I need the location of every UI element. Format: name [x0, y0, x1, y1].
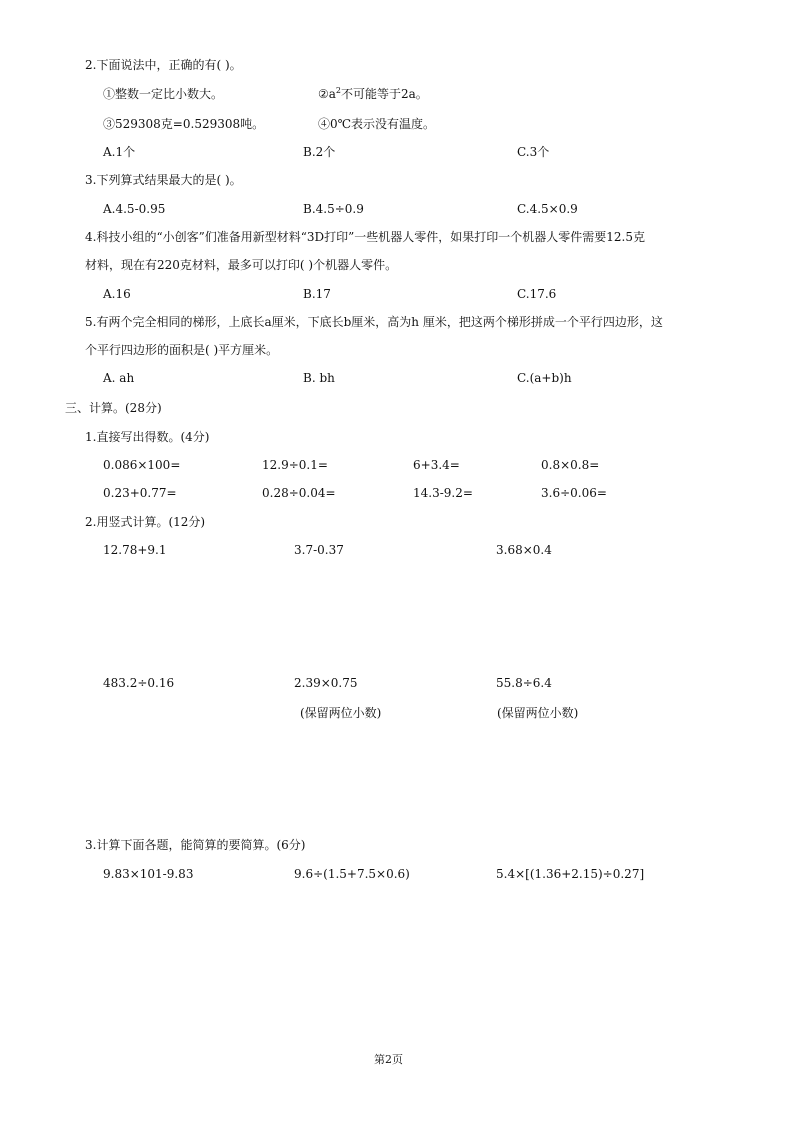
part-2-title: 2.用竖式计算。(12分)	[85, 515, 206, 529]
part-1-title: 1.直接写出得数。(4分)	[85, 430, 210, 444]
q2-statement-2: $②a^2$不可能等于2a。	[318, 86, 428, 101]
q2-statement-4: ④0℃表示没有温度。	[318, 117, 436, 131]
simplify-calc-item: 9.83×101-9.83	[103, 867, 194, 881]
mental-math-item: 0.8×0.8=	[541, 458, 600, 472]
q4-option-b: B.17	[303, 287, 331, 301]
simplify-calc-item: 9.6÷(1.5+7.5×0.6)	[294, 867, 410, 881]
section-3-heading: 三、计算。(28分)	[65, 401, 162, 415]
q3-stem: 3.下列算式结果最大的是( )。	[85, 173, 242, 187]
q5-option-a: A. ah	[103, 371, 135, 385]
q5-stem-line-1: 5.有两个完全相同的梯形，上底长a厘米，下底长b厘米，高为h 厘米，把这两个梯形拼成一个平行四边形，这	[85, 315, 663, 329]
mental-math-item: 6+3.4=	[413, 458, 460, 472]
vertical-calc-item: 3.68×0.4	[496, 543, 552, 557]
q5-option-c: C.(a+b)h	[517, 371, 572, 385]
mental-math-item: 14.3-9.2=	[413, 486, 473, 500]
simplify-calc-item: 5.4×[(1.36+2.15)÷0.27]	[496, 867, 645, 881]
rounding-note: (保留两位小数)	[300, 706, 382, 720]
mental-math-item: 12.9÷0.1=	[262, 458, 328, 472]
q4-stem-line-2: 材料，现在有220克材料，最多可以打印( )个机器人零件。	[85, 258, 398, 272]
q5-option-b: B. bh	[303, 371, 335, 385]
mental-math-item: 0.28÷0.04=	[262, 486, 336, 500]
vertical-calc-item: 2.39×0.75	[294, 676, 358, 690]
mental-math-item: 0.086×100=	[103, 458, 181, 472]
mental-math-item: 0.23+0.77=	[103, 486, 177, 500]
vertical-calc-item: 3.7-0.37	[294, 543, 344, 557]
q3-option-b: B.4.5÷0.9	[303, 202, 364, 216]
q2-option-b: B.2个	[303, 145, 336, 159]
vertical-calc-item: 12.78+9.1	[103, 543, 167, 557]
q3-option-c: C.4.5×0.9	[517, 202, 578, 216]
q2-option-c: C.3个	[517, 145, 550, 159]
q2-statement-1: ①整数一定比小数大。	[103, 87, 224, 101]
q4-option-a: A.16	[103, 287, 131, 301]
part-3-title: 3.计算下面各题，能简算的要简算。(6分)	[85, 838, 306, 852]
q3-option-a: A.4.5-0.95	[103, 202, 166, 216]
page-number: 第2页	[374, 1053, 403, 1066]
mental-math-item: 3.6÷0.06=	[541, 486, 607, 500]
q2-stem: 2.下面说法中，正确的有( )。	[85, 58, 242, 72]
rounding-note: (保留两位小数)	[497, 706, 579, 720]
vertical-calc-item: 483.2÷0.16	[103, 676, 175, 690]
q5-stem-line-2: 个平行四边形的面积是( )平方厘米。	[85, 343, 279, 357]
q2-statement-3: ③529308克=0.529308吨。	[103, 117, 265, 131]
q4-option-c: C.17.6	[517, 287, 557, 301]
vertical-calc-item: 55.8÷6.4	[496, 676, 552, 690]
q4-stem-line-1: 4.科技小组的“小创客”们准备用新型材料“3D打印”一些机器人零件，如果打印一个机器人零件需要12.5克	[85, 230, 645, 244]
q2-option-a: A.1个	[103, 145, 136, 159]
